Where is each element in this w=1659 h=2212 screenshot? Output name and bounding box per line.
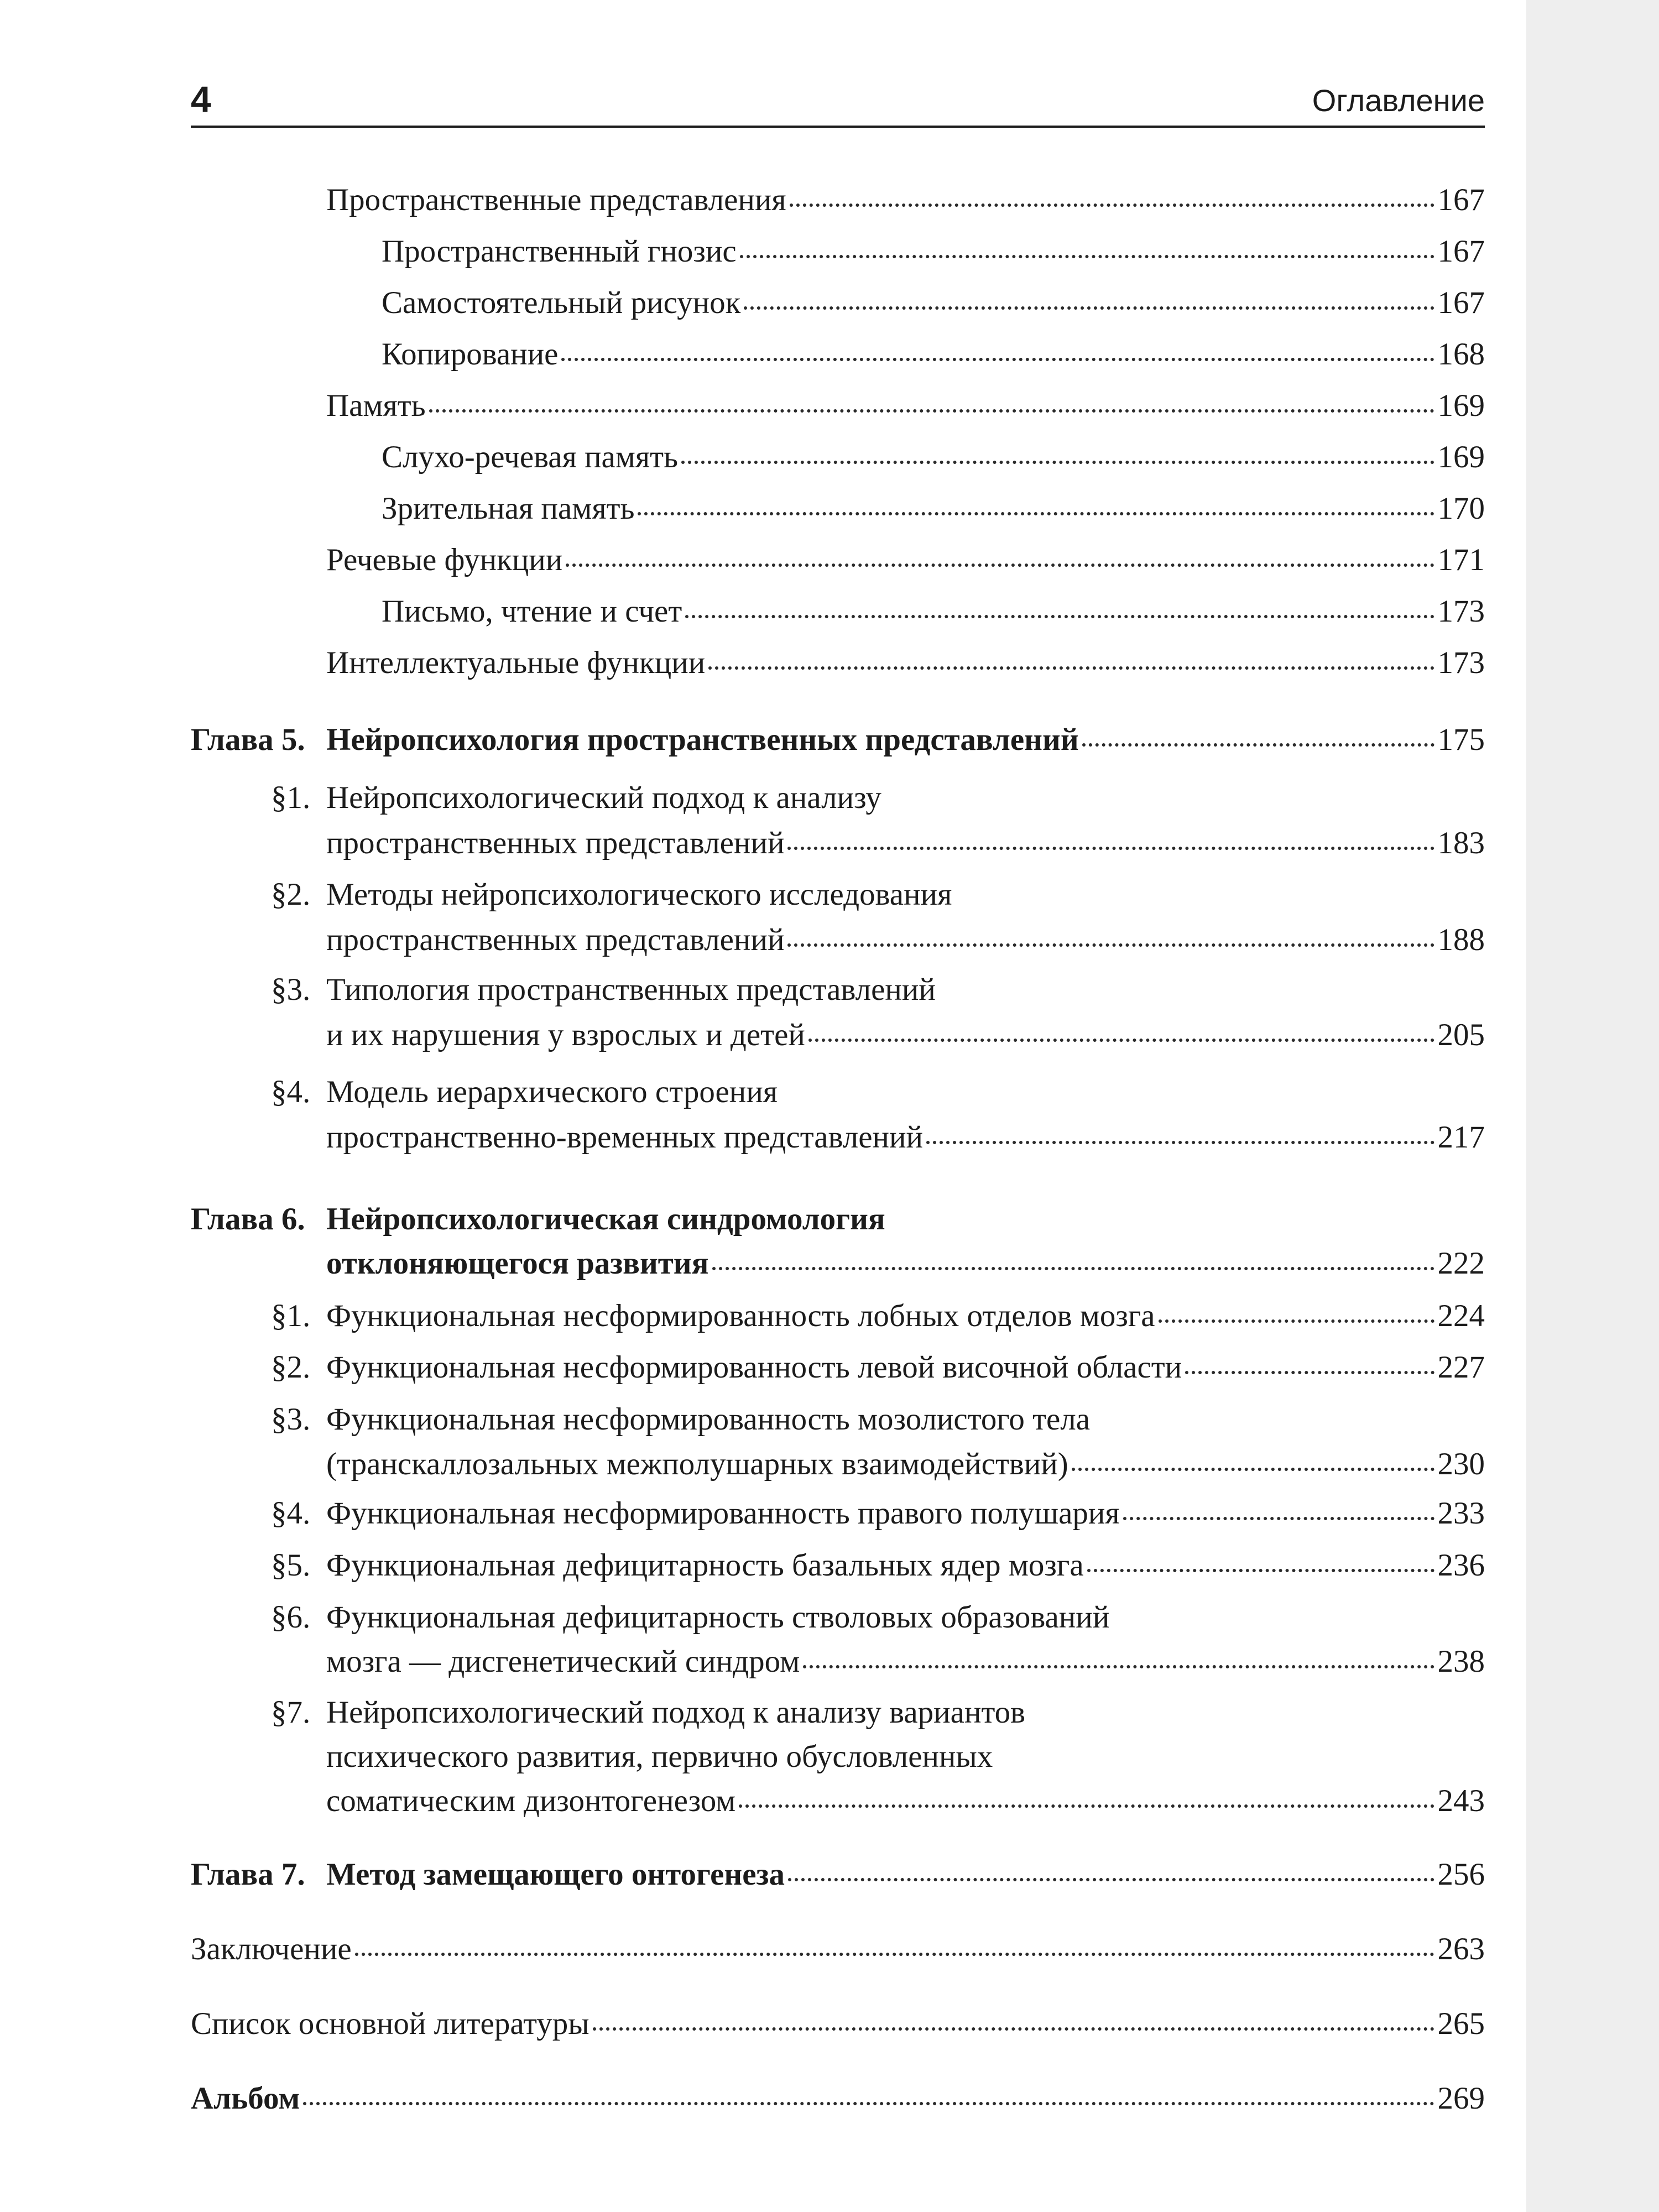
- toc-entry-title: Самостоятельный рисунок: [382, 285, 741, 320]
- section-title-line: Функциональная дефицитарность стволовых образований: [326, 1600, 1110, 1635]
- toc-entry-title: пространственных представлений: [326, 826, 785, 860]
- toc-entry: [326, 821, 1485, 865]
- toc-entry-page: 269: [1437, 2081, 1485, 2116]
- toc-entry-title: пространственных представлений: [326, 922, 785, 957]
- toc-entry: [326, 1442, 1485, 1486]
- dot-leader: [1185, 1371, 1434, 1374]
- dot-leader: [790, 204, 1434, 207]
- dot-leader: [708, 666, 1434, 670]
- dot-leader: [429, 409, 1434, 413]
- toc-entry: [326, 1013, 1485, 1057]
- toc-entry-page: 173: [1437, 645, 1485, 680]
- dot-leader: [740, 255, 1434, 258]
- toc-entry: [326, 641, 1485, 685]
- dot-leader: [1159, 1319, 1434, 1323]
- toc-entry: [326, 1345, 1485, 1390]
- toc-entry: [191, 2077, 1485, 2121]
- toc-entry-page: 205: [1437, 1018, 1485, 1052]
- toc-entry-page: 224: [1437, 1298, 1485, 1333]
- toc-entry-page: 256: [1437, 1857, 1485, 1892]
- toc-entry-page: 243: [1437, 1783, 1485, 1818]
- toc-entry: [191, 2002, 1485, 2046]
- section-number: §4.: [271, 1074, 311, 1109]
- toc-entry-title: Функциональная дефицитарность базальных ядер мозга: [326, 1548, 1084, 1583]
- section-title-line: Нейропсихологический подход к анализу вариантов: [326, 1695, 1026, 1730]
- toc-entry-page: 169: [1437, 440, 1485, 474]
- page-number: 4: [191, 79, 211, 119]
- toc-chapter-entry: [191, 1853, 1485, 1897]
- chapter-label: Глава 5.: [191, 722, 305, 757]
- section-number: §4.: [271, 1496, 311, 1531]
- section-number: §2.: [271, 877, 311, 912]
- toc-chapter-entry: [326, 1241, 1485, 1286]
- dot-leader: [1072, 1468, 1434, 1471]
- toc-entry: [326, 918, 1485, 962]
- toc-entry-title: соматическим дизонтогенезом: [326, 1783, 736, 1818]
- toc-entry-page: 169: [1437, 388, 1485, 423]
- dot-leader: [593, 2027, 1434, 2031]
- dot-leader: [926, 1141, 1434, 1144]
- section-title-line: Нейропсихологический подход к анализу: [326, 780, 881, 815]
- toc-entry-title: Зрительная память: [382, 491, 635, 526]
- toc-entry: [191, 1927, 1485, 1971]
- toc-entry-page: 183: [1437, 826, 1485, 860]
- toc-chapter-entry: [191, 718, 1485, 762]
- section-number: §2.: [271, 1350, 311, 1385]
- chapter-title: отклоняющегося развития: [326, 1246, 709, 1281]
- section-number: §3.: [271, 972, 311, 1007]
- dot-leader: [787, 847, 1434, 850]
- toc-entry-title: Копирование: [382, 337, 559, 372]
- toc-entry: [326, 1779, 1485, 1823]
- toc-entry: [326, 1491, 1485, 1536]
- section-number: §5.: [271, 1548, 311, 1583]
- toc-entry: [326, 384, 1485, 428]
- section-title-line: Модель иерархического строения: [326, 1074, 778, 1109]
- section-number: §1.: [271, 780, 311, 815]
- dot-leader: [303, 2102, 1434, 2105]
- toc-entry-title: и их нарушения у взрослых и детей: [326, 1018, 805, 1052]
- dot-leader: [739, 1804, 1434, 1808]
- dot-leader: [712, 1267, 1434, 1270]
- toc-entry: [382, 435, 1485, 479]
- section-number: §6.: [271, 1600, 311, 1635]
- dot-leader: [355, 1953, 1434, 1956]
- toc-entry-page: 168: [1437, 337, 1485, 372]
- toc-entry-page: 173: [1437, 594, 1485, 629]
- page-edge: [1526, 0, 1659, 2212]
- toc-entry: [326, 1640, 1485, 1684]
- running-title: Оглавление: [1312, 83, 1485, 118]
- toc-entry-title: Функциональная несформированность правого полушария: [326, 1496, 1120, 1531]
- toc-entry-page: 263: [1437, 1932, 1485, 1966]
- chapter-title: Метод замещающего онтогенеза: [326, 1857, 785, 1892]
- toc-entry-page: 222: [1437, 1246, 1485, 1281]
- chapter-title-line: Нейропсихологическая синдромология: [326, 1202, 885, 1237]
- dot-leader: [803, 1665, 1434, 1668]
- header-rule: [191, 126, 1485, 128]
- toc-entry: [382, 281, 1485, 325]
- dot-leader: [1082, 743, 1434, 747]
- dot-leader: [744, 306, 1434, 310]
- toc-entry-page: 227: [1437, 1350, 1485, 1385]
- toc-entry-page: 233: [1437, 1496, 1485, 1531]
- toc-entry-page: 188: [1437, 922, 1485, 957]
- dot-leader: [685, 615, 1434, 618]
- dot-leader: [1087, 1569, 1434, 1572]
- toc-entry-title: Пространственные представления: [326, 182, 786, 217]
- section-title-line: Типология пространственных представлений: [326, 972, 936, 1007]
- toc-entry-title: Речевые функции: [326, 542, 563, 577]
- section-number: §3.: [271, 1402, 311, 1437]
- dot-leader: [787, 943, 1434, 947]
- toc-entry-title: (транскаллозальных межполушарных взаимодействий): [326, 1447, 1068, 1481]
- dot-leader: [788, 1878, 1434, 1881]
- toc-entry-page: 175: [1437, 722, 1485, 757]
- section-title-line: Методы нейропсихологического исследования: [326, 877, 952, 912]
- toc-entry-title: Заключение: [191, 1932, 352, 1966]
- chapter-label: Глава 7.: [191, 1857, 305, 1892]
- dot-leader: [561, 358, 1434, 361]
- section-number: §1.: [271, 1298, 311, 1333]
- dot-leader: [1123, 1517, 1434, 1520]
- toc-entry: [382, 487, 1485, 531]
- toc-entry-page: 167: [1437, 234, 1485, 269]
- toc-entry-title: Слухо-речевая память: [382, 440, 679, 474]
- toc-entry: [326, 178, 1485, 222]
- toc-entry-title: Пространственный гнозис: [382, 234, 737, 269]
- toc-entry-page: 230: [1437, 1447, 1485, 1481]
- dot-leader: [681, 461, 1434, 464]
- dot-leader: [808, 1039, 1434, 1042]
- toc-entry: [326, 1294, 1485, 1338]
- section-title-line: Функциональная несформированность мозолистого тела: [326, 1402, 1091, 1437]
- toc-entry: [326, 1543, 1485, 1588]
- section-title-line: психического развития, первично обусловленных: [326, 1739, 993, 1774]
- section-number: §7.: [271, 1695, 311, 1730]
- toc-entry-title: Список основной литературы: [191, 2006, 589, 2041]
- toc-entry-title: Функциональная несформированность лобных отделов мозга: [326, 1298, 1155, 1333]
- chapter-title: Нейропсихология пространственных представлений: [326, 722, 1079, 757]
- toc-entry-page: 170: [1437, 491, 1485, 526]
- toc-entry: [326, 538, 1485, 582]
- toc-entry-title: Функциональная несформированность левой височной области: [326, 1350, 1182, 1385]
- toc-entry-title: Альбом: [191, 2081, 300, 2116]
- toc-entry-page: 238: [1437, 1644, 1485, 1679]
- toc-entry-page: 217: [1437, 1120, 1485, 1155]
- toc-entry: [326, 1115, 1485, 1160]
- dot-leader: [638, 512, 1434, 515]
- toc-entry-title: пространственно-временных представлений: [326, 1120, 924, 1155]
- chapter-label: Глава 6.: [191, 1202, 305, 1237]
- toc-entry-title: Интеллектуальные функции: [326, 645, 706, 680]
- toc-entry-page: 167: [1437, 182, 1485, 217]
- toc-entry-page: 167: [1437, 285, 1485, 320]
- dot-leader: [566, 564, 1434, 567]
- toc-entry-title: Память: [326, 388, 426, 423]
- toc-entry: [382, 332, 1485, 377]
- toc-entry-page: 171: [1437, 542, 1485, 577]
- page-header: [191, 72, 1485, 127]
- toc-entry-page: 236: [1437, 1548, 1485, 1583]
- toc-entry: [382, 229, 1485, 274]
- toc-entry: [382, 589, 1485, 634]
- toc-entry-page: 265: [1437, 2006, 1485, 2041]
- toc-entry-title: мозга — дисгенетический синдром: [326, 1644, 800, 1679]
- toc-entry-title: Письмо, чтение и счет: [382, 594, 682, 629]
